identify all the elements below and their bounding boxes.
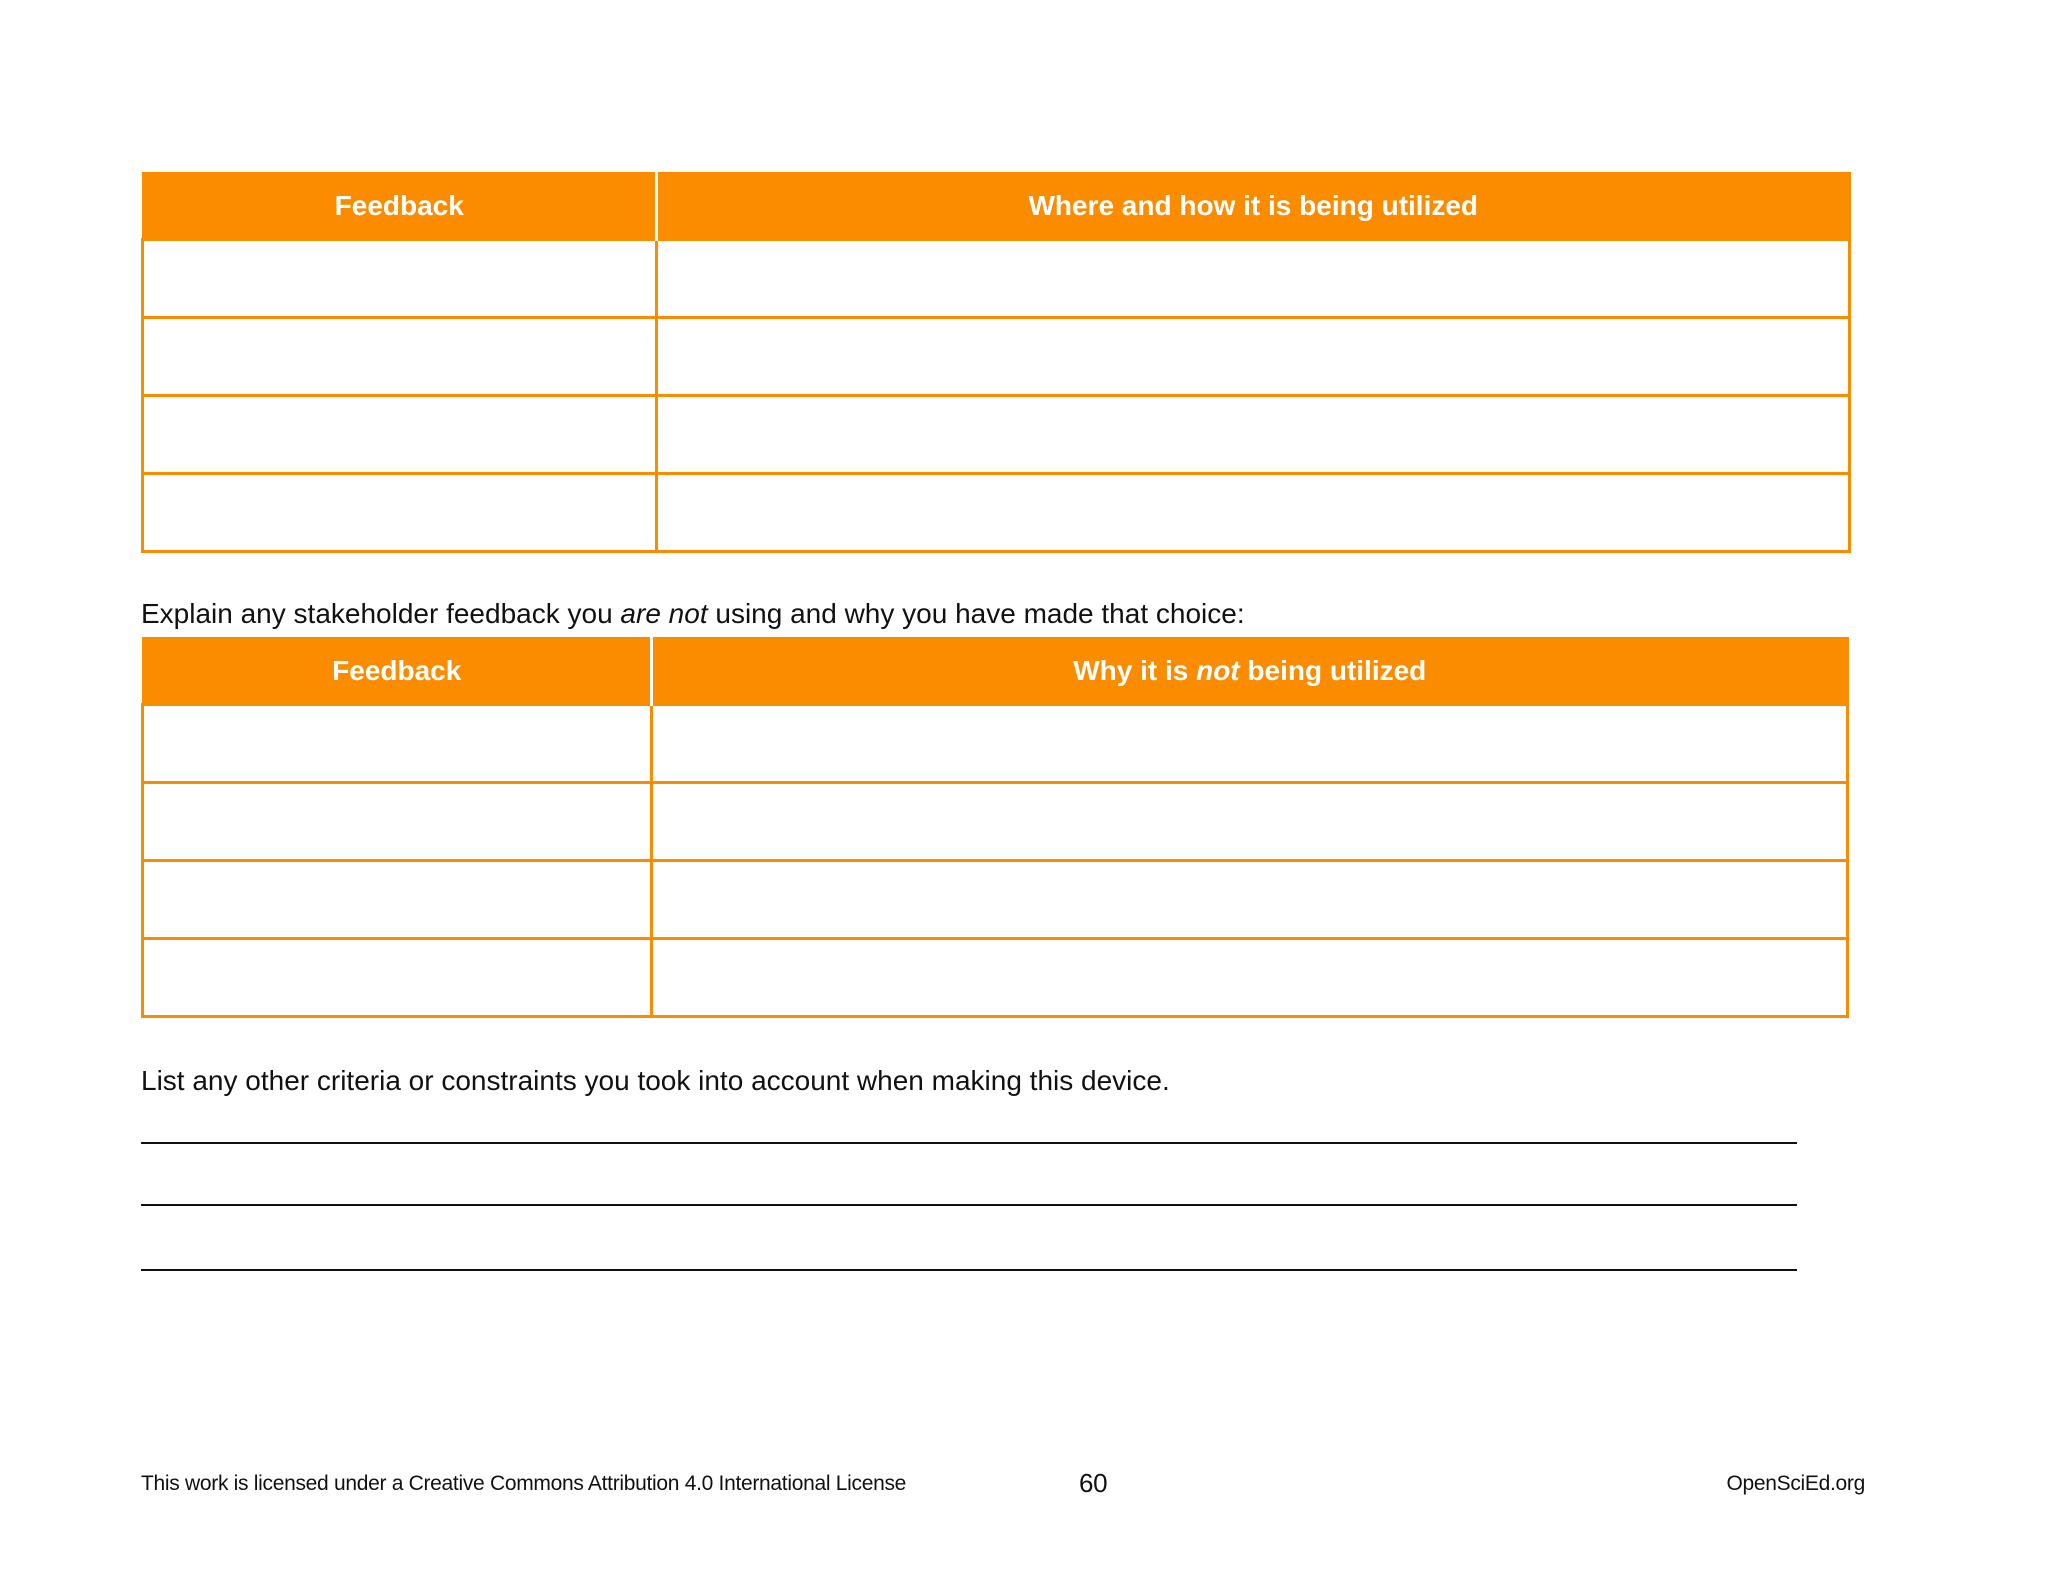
feedback-cell[interactable] xyxy=(143,396,657,474)
feedback-cell[interactable] xyxy=(143,240,657,318)
answer-line[interactable] xyxy=(141,1269,1797,1271)
reason-cell[interactable] xyxy=(652,861,1848,939)
feedback-not-used-table xyxy=(141,637,1849,1018)
header-emphasis: not xyxy=(1196,655,1240,686)
utilization-cell[interactable] xyxy=(657,318,1850,396)
utilization-cell[interactable] xyxy=(657,474,1850,552)
feedback-used-table xyxy=(141,172,1851,553)
table-row xyxy=(143,240,1850,318)
prompt-text-end: using and why you have made that choice: xyxy=(707,598,1245,629)
other-criteria-prompt: List any other criteria or constraints you took into account when making this device. xyxy=(141,1065,1170,1096)
answer-line[interactable] xyxy=(141,1204,1797,1206)
feedback-cell[interactable] xyxy=(143,783,652,861)
table-header-row xyxy=(143,638,1848,705)
table-row xyxy=(143,318,1850,396)
table-row xyxy=(143,861,1848,939)
utilization-cell[interactable] xyxy=(657,240,1850,318)
table-row xyxy=(143,705,1848,783)
table-row xyxy=(143,783,1848,861)
header-text-end: being utilized xyxy=(1239,655,1427,686)
reason-cell[interactable] xyxy=(652,939,1848,1017)
answer-line[interactable] xyxy=(141,1142,1797,1144)
table-row xyxy=(143,939,1848,1017)
feedback-cell[interactable] xyxy=(143,939,652,1017)
feedback-cell[interactable] xyxy=(143,474,657,552)
feedback-cell[interactable] xyxy=(143,318,657,396)
feedback-cell[interactable] xyxy=(143,861,652,939)
footer-site: OpenSciEd.org xyxy=(1726,1472,1865,1495)
unused-feedback-prompt xyxy=(141,598,1245,630)
header-why-not-utilized xyxy=(652,638,1848,705)
footer-license: This work is licensed under a Creative Commons Attribution 4.0 International License xyxy=(141,1472,907,1495)
page-number: 60 xyxy=(1079,1468,1108,1498)
utilization-cell[interactable] xyxy=(657,396,1850,474)
header-feedback: Feedback xyxy=(143,638,652,705)
table-row xyxy=(143,396,1850,474)
feedback-cell[interactable] xyxy=(143,705,652,783)
header-feedback: Feedback xyxy=(143,173,657,240)
table-header-row xyxy=(143,173,1850,240)
prompt-emphasis: are not xyxy=(620,598,708,629)
table-row xyxy=(143,474,1850,552)
header-text-start: Why it is xyxy=(1073,655,1197,686)
reason-cell[interactable] xyxy=(652,783,1848,861)
header-where-how-utilized: Where and how it is being utilized xyxy=(657,173,1850,240)
prompt-text-start: Explain any stakeholder feedback you xyxy=(141,598,621,629)
reason-cell[interactable] xyxy=(652,705,1848,783)
